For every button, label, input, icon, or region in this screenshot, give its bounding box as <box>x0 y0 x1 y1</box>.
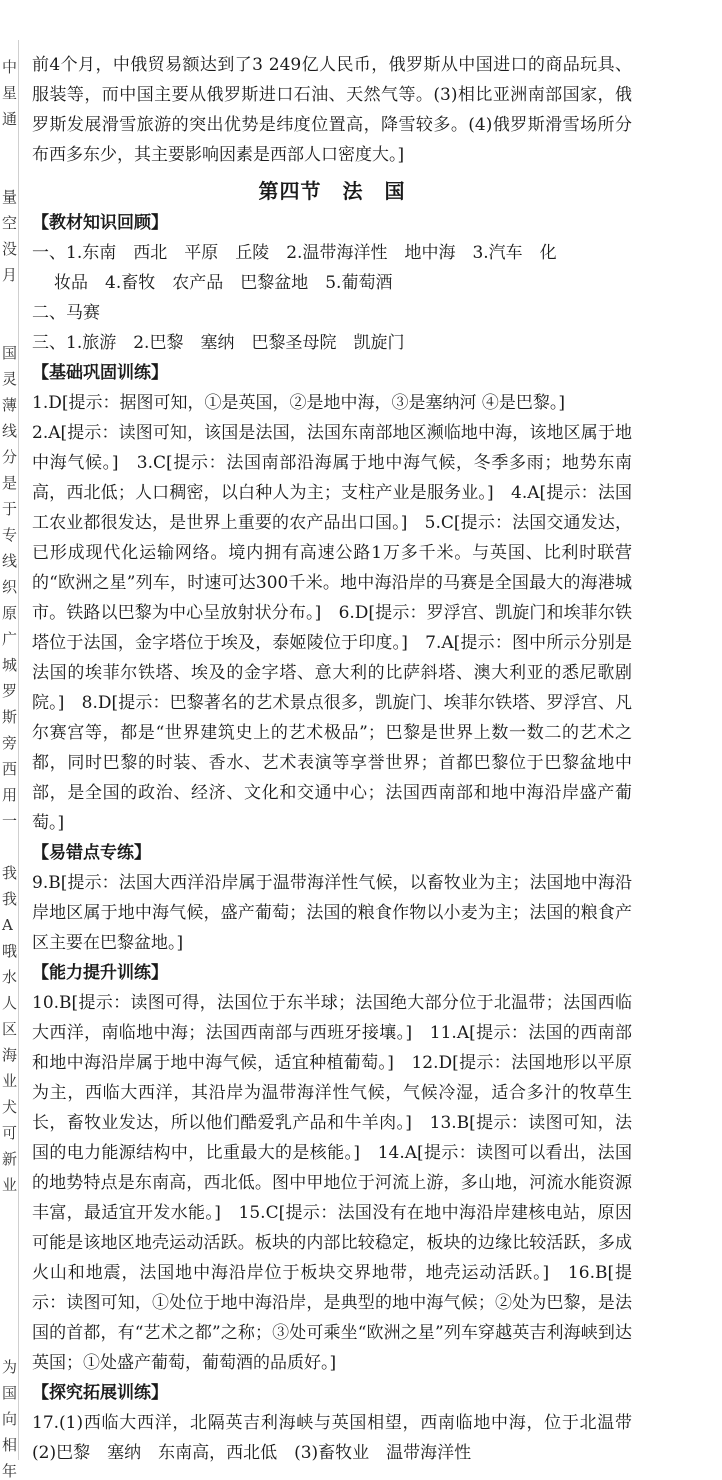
margin-char: 水 <box>2 968 18 986</box>
margin-char: 没 <box>2 240 18 258</box>
block-heading: 【能力提升训练】 <box>32 963 168 983</box>
answer-line: 17.(1)西临大西洋，北隔英吉利海峡与英国相望，西南临地中海，位于北温带 (2)巴黎 塞纳 东南高，西北低 (3)畜牧业 温带海洋性 <box>32 1413 649 1463</box>
margin-char: 海 <box>2 1046 18 1064</box>
margin-char: 国 <box>2 344 18 362</box>
margin-char: 月 <box>2 266 18 284</box>
answer-line: 一、1.东南 西北 平原 丘陵 2.温带海洋性 地中海 3.汽车 化 <box>32 243 557 263</box>
answer-page <box>32 50 649 1468</box>
margin-char: 西 <box>2 760 18 778</box>
answer-line: 妆品 4.畜牧 农产品 巴黎盆地 5.葡萄酒 <box>54 273 393 293</box>
margin-char: 灵 <box>2 370 18 388</box>
margin-char: 是 <box>2 474 18 492</box>
margin-char: 可 <box>2 1124 18 1142</box>
margin-char: 用 <box>2 786 18 804</box>
answer-line: 10.B[提示：读图可得，法国位于东半球；法国绝大部分位于北温带；法国西临大西洋，南临地中海；法国西南部与西班牙接壤。] 11.A[提示：法国的西南部和地中海沿岸属于地中海气候，适宜种植葡萄。] 12.D[提示：法国地形以平原为主，西临大西洋，其沿岸为温带海洋性气候，气候冷湿，适合多汁的牧草生长，畜牧业发达，所以他们酷爱乳产品和牛羊肉。] 13.B[提示：读图可知，法国的电力能源结构中，比重最大的是核能。] 14.A[提示：读图可以看出，法国的地势特点是东南高，西北低。图中甲地位于河流上游，多山地，河流水能资源丰富，最适宜开发水能。] 15.C[提示：法国没有在地中海沿岸建核电站，原因可能是该地区地壳运动活跃。板块的内部比较稳定，板块的边缘比较活跃，多成火山和地震，法国地中海沿岸位于板块交界地带，地壳运动活跃。] 16.B[提示：读图可知，①处位于地中海沿岸，是典型的地中海气候；②处为巴黎，是法国的首都，有“艺术之都”之称；③处可乘坐“欧洲之星”列车穿越英吉利海峡到达英国；①处盛产葡萄，葡萄酒的品质好。] <box>32 993 632 1373</box>
margin-char: 新 <box>2 1150 18 1168</box>
answer-line: 1.D[提示：据图可知，①是英国，②是地中海，③是塞纳河 ④是巴黎。] <box>32 393 566 413</box>
margin-char: 旁 <box>2 734 18 752</box>
margin-char: 为 <box>2 1358 18 1376</box>
intro-paragraph: 前4个月，中俄贸易额达到了3 249亿人民币，俄罗斯从中国进口的商品玩具、服装等，而中国主要从俄罗斯进口石油、天然气等。(3)相比亚洲南部国家，俄罗斯发展滑雪旅游的突出优势是纬度位置高，降雪较多。(4)俄罗斯滑雪场所分布西多东少，其主要影响因素是西部人口密度大。] <box>32 55 632 165</box>
margin-char: 星 <box>2 84 18 102</box>
margin-char: 中 <box>2 58 18 76</box>
margin-char: 区 <box>2 1020 18 1038</box>
margin-char: 原 <box>2 604 18 622</box>
margin-char: 我 <box>2 864 18 882</box>
answer-line: 9.B[提示：法国大西洋沿岸属于温带海洋性气候，以畜牧业为主；法国地中海沿岸地区属于地中海气候，盛产葡萄；法国的粮食作物以小麦为主；法国的粮食产区主要在巴黎盆地。] <box>32 873 632 953</box>
block-heading: 【易错点专练】 <box>32 843 151 863</box>
margin-char: 罗 <box>2 682 18 700</box>
margin-char: 城 <box>2 656 18 674</box>
margin-char: 人 <box>2 994 18 1012</box>
left-margin-bleed <box>0 40 19 1480</box>
margin-char: 广 <box>2 630 18 648</box>
answer-line: 2.A[提示：读图可知，该国是法国，法国东南部地区濒临地中海，该地区属于地中海气候。] 3.C[提示：法国南部沿海属于地中海气候，冬季多雨；地势东南高，西北低；人口稠密，以白种人为主；支柱产业是服务业。] 4.A[提示：法国工农业都很发达，是世界上重要的农产品出口国。] 5.C[提示：法国交通发达，已形成现代化运输网络。境内拥有高速公路1万多千米。与英国、比利时联营的“欧洲之星”列车，时速可达300千米。地中海沿岸的马赛是全国最大的海港城市。铁路以巴黎为中心呈放射状分布。] 6.D[提示：罗浮宫、凯旋门和埃菲尔铁塔位于法国，金字塔位于埃及，泰姬陵位于印度。] 7.A[提示：图中所示分别是法国的埃菲尔铁塔、埃及的金字塔、意大利的比萨斜塔、澳大利亚的悉尼歌剧院。] 8.D[提示：巴黎著名的艺术景点很多，凯旋门、埃菲尔铁塔、罗浮宫、凡尔赛宫等，都是“世界建筑史上的艺术极品”；巴黎是世界上数一数二的艺术之都，同时巴黎的时装、香水、艺术表演等享誉世界；首都巴黎位于巴黎盆地中部，是全国的政治、经济、文化和交通中心；法国西南部和地中海沿岸盛产葡萄。] <box>32 423 632 833</box>
block-heading: 【教材知识回顾】 <box>32 213 168 233</box>
margin-char: 斯 <box>2 708 18 726</box>
margin-char: 向 <box>2 1410 18 1428</box>
section-title: 第四节 法 国 <box>258 179 406 203</box>
margin-char: 业 <box>2 1072 18 1090</box>
block-heading: 【探究拓展训练】 <box>32 1383 168 1403</box>
margin-char: 年 <box>2 1462 18 1480</box>
margin-char: 通 <box>2 110 18 128</box>
margin-char: 相 <box>2 1436 18 1454</box>
margin-char: 业 <box>2 1176 18 1194</box>
margin-char: 织 <box>2 578 18 596</box>
margin-char: 专 <box>2 526 18 544</box>
margin-char: 空 <box>2 214 18 232</box>
answer-blocks <box>32 208 649 1468</box>
margin-char: 国 <box>2 1384 18 1402</box>
margin-char: A <box>2 916 13 934</box>
margin-char: 犬 <box>2 1098 18 1116</box>
margin-char: 哦 <box>2 942 18 960</box>
margin-char: 分 <box>2 448 18 466</box>
margin-char: 于 <box>2 500 18 518</box>
margin-char: 一 <box>2 812 18 830</box>
margin-char: 薄 <box>2 396 18 414</box>
margin-char: 量 <box>2 188 18 206</box>
block-heading: 【基础巩固训练】 <box>32 363 168 383</box>
margin-char: 线 <box>2 552 18 570</box>
margin-char: 线 <box>2 422 18 440</box>
answer-line: 三、1.旅游 2.巴黎 塞纳 巴黎圣母院 凯旋门 <box>32 333 405 353</box>
margin-char: 我 <box>2 890 18 908</box>
answer-line: 二、马赛 <box>32 303 100 323</box>
